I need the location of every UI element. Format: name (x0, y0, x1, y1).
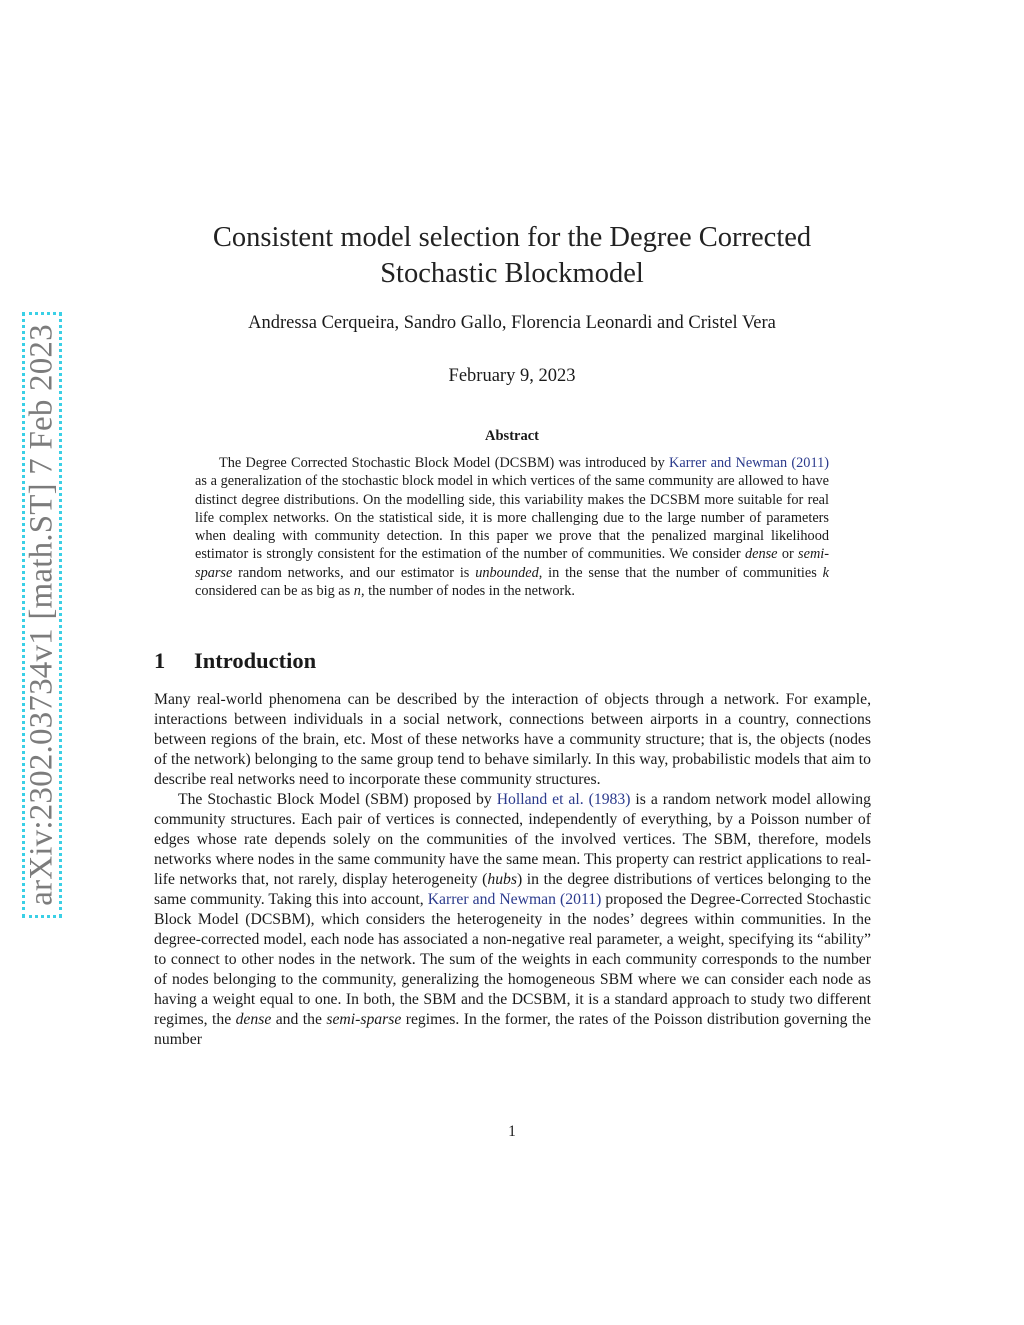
title-line-2: Stochastic Blockmodel (380, 258, 644, 289)
paper-title (150, 220, 874, 292)
page-number: 1 (508, 1123, 516, 1140)
author-list: Andressa Cerqueira, Sandro Gallo, Florencia Leonardi and Cristel Vera (248, 313, 776, 333)
variable-k: k (822, 564, 829, 581)
citation-karrer-newman-2[interactable]: Karrer and Newman (2011) (427, 891, 602, 908)
abstract-heading: Abstract (485, 428, 539, 444)
section-number: 1 (154, 648, 166, 673)
citation-karrer-newman[interactable]: Karrer and Newman (2011) (669, 455, 829, 471)
publication-date: February 9, 2023 (448, 366, 576, 386)
term-dense: dense (744, 546, 778, 563)
term-dense-2: dense (235, 1011, 272, 1028)
arxiv-identifier: arXiv:2302.03734v1 [math.ST] 7 Feb 2023 (23, 324, 60, 906)
citation-holland[interactable]: Holland et al. (1983) (496, 791, 631, 808)
intro-paragraph-1: Many real-world phenomena can be described by the interaction of objects through a network. For example, interactions between individuals in a social network, connections between airports in a country, connections between regions of the brain, etc. Most of these networks have a community structure; that is, the objects (nodes of the network) belonging to the same group tend to behave similarly. In this way, probabilistic models that aim to describe real networks need to incorporate these community structures. (154, 691, 871, 788)
section-heading-introduction (154, 648, 316, 674)
abstract-body (195, 454, 829, 600)
introduction-body (154, 690, 871, 1050)
term-semi-sparse-2: semi-sparse (326, 1011, 402, 1028)
term-semi-sparse: semi-sparse (195, 546, 829, 581)
title-line-1: Consistent model selection for the Degree Corrected (212, 222, 812, 253)
intro-paragraph-2: The Stochastic Block Model (SBM) proposed by Holland et al. (1983) is a random network model allowing community structures. Each pair of vertices is connected, independently of everything, by a Poisson number of edges whose rate depends solely on the communities of the involved vertices. The SBM, therefore, models networks where nodes in the same community have the same mean. This property can restrict applications to real-life networks that, not rarely, display heterogeneity (hubs) in the degree distributions of vertices belonging to the same community. Taking this into account, Karrer and Newman (2011) proposed the Degree-Corrected Stochastic Block Model (DCSBM), which considers the heterogeneity in the nodes’ degrees within communities. In the degree-corrected model, each node has associated a non-negative real parameter, a weight, specifying its “ability” to connect to other nodes in the network. The sum of the weights in each community corresponds to the number of nodes belonging to the community, generalizing the homogeneous SBM where we can consider each node as having a weight equal to one. In both, the SBM and the DCSBM, it is a standard approach to study two different regimes, the dense and the semi-sparse regimes. In the former, the rates of the Poisson distribution governing the number (154, 791, 872, 1048)
term-hubs: hubs (487, 871, 517, 888)
term-unbounded: unbounded (475, 564, 539, 581)
abstract-paragraph: The Degree Corrected Stochastic Block Model (DCSBM) was introduced by Karrer and Newman (2011) as a generalization of the stochastic block model in which vertices of the same community are allowed to have distinct degree distributions. On the modelling side, this variability makes the DCSBM more suitable for real life complex networks. On the statistical side, it is more challenging due to the large number of parameters when dealing with community detection. In this paper we prove that the penalized marginal likelihood estimator is strongly consistent for the estimation of the number of communities. We consider dense or semi-sparse random networks, and our estimator is unbounded, in the sense that the number of communities k considered can be as big as n, the number of nodes in the network. (195, 455, 829, 600)
section-title: Introduction (194, 648, 317, 673)
arxiv-stamp (22, 312, 62, 918)
variable-n: n (353, 583, 361, 600)
